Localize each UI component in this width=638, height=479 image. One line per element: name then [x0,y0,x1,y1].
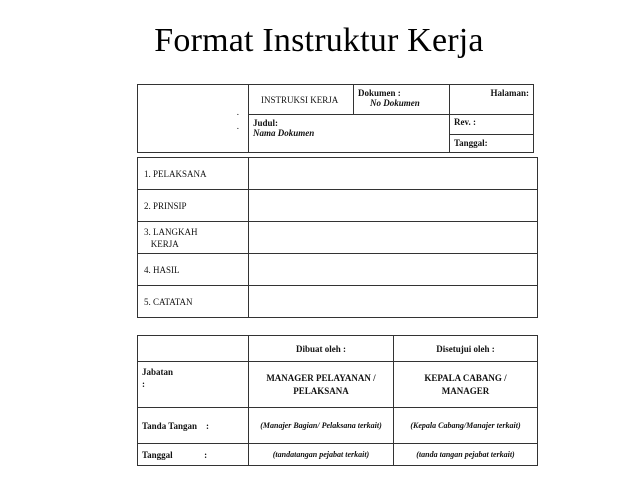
rev-label: Rev. : [450,115,533,135]
jabatan-maker: MANAGER PELAYANAN / PELAKSANA [249,362,394,408]
dokumen-label: Dokumen : [358,88,401,98]
table-row [138,444,538,466]
section-content [249,158,538,190]
tanggal-label: Tanggal: [454,138,488,148]
logo-dot: . [236,107,239,117]
table-row [138,158,538,190]
section-label: 4. HASIL [138,254,249,286]
section-label: 1. PELAKSANA [138,158,249,190]
instruksi-kerja-label: INSTRUKSI KERJA [261,94,339,105]
jabatan-approver: KEPALA CABANG / MANAGER [394,362,538,408]
signature-corner [138,336,249,362]
logo-dot: . [236,121,239,131]
halaman-cell [450,85,534,115]
judul-cell [249,115,450,153]
table-row [138,254,538,286]
judul-value: Nama Dokumen [253,128,315,138]
dokumen-cell [354,85,450,115]
table-row [138,362,538,408]
tanda-tangan-approver: (Kepala Cabang/Manajer terkait) [394,408,538,444]
judul-label: Judul: [253,118,279,128]
section-label: 3. LANGKAH KERJA [138,222,249,254]
logo-area [138,85,249,153]
tanda-tangan-maker: (Manajer Bagian/ Pelaksana terkait) [249,408,394,444]
page-title: Format Instruktur Kerja [154,22,484,59]
table-row [138,286,538,318]
tanggal-sig-label: Tanggal : [138,444,249,466]
section-label: 5. CATATAN [138,286,249,318]
section-content [249,190,538,222]
sections-table [137,157,538,318]
dokumen-value: No Dokumen [370,98,420,108]
table-row [138,222,538,254]
section-content [249,222,538,254]
section-content [249,286,538,318]
tanggal-approver: (tanda tangan pejabat terkait) [394,444,538,466]
instruksi-kerja-cell [249,85,354,115]
jabatan-label: Jabatan : [138,362,249,408]
dibuat-oleh-header: Dibuat oleh : [249,336,394,362]
signature-table [137,335,538,466]
table-row [138,336,538,362]
section-content [249,254,538,286]
tanda-tangan-label: Tanda Tangan : [138,408,249,444]
section-label: 2. PRINSIP [138,190,249,222]
tanggal-maker: (tandatangan pejabat terkait) [249,444,394,466]
disetujui-oleh-header: Disetujui oleh : [394,336,538,362]
rev-tanggal-cell [450,115,534,153]
document-header-table [137,84,534,153]
table-row [138,190,538,222]
halaman-label: Halaman: [490,88,529,98]
table-row [138,408,538,444]
